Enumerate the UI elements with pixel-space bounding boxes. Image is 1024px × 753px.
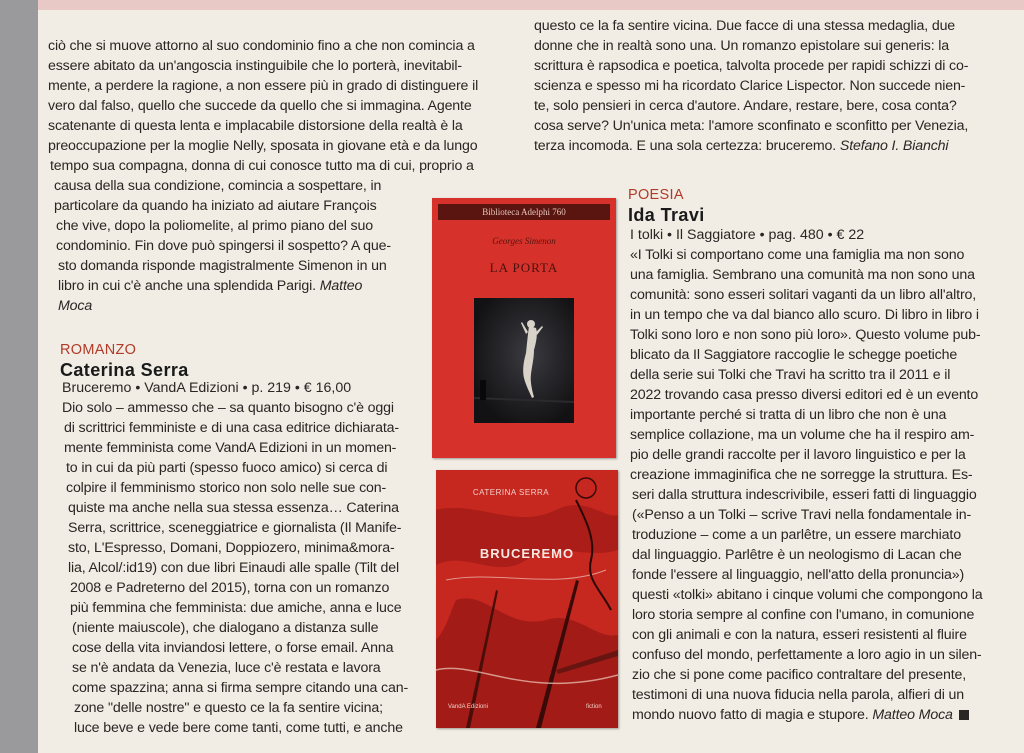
- book-cover-bruceremo: [436, 470, 618, 728]
- text-line: colpire il femminismo storico non solo nelle sue con-: [66, 480, 387, 496]
- text-line: lia, Alcol/:id19) con due libri Einaudi alle spalle (Tilt del: [68, 560, 400, 576]
- text-line: comunità: sono esseri solitari vaganti da un libro all'altro,: [630, 287, 977, 303]
- cover-collection: fiction: [586, 704, 602, 710]
- cover-publisher: VandA Edizioni: [448, 704, 488, 710]
- text-line: di scrittrici femministe e di una casa editrice dichiarata-: [64, 420, 399, 436]
- cover-series-label: Biblioteca Adelphi 760: [438, 204, 610, 220]
- text-line: pio delle grandi raccolte per il lavoro linguistico e per la: [630, 447, 966, 463]
- cover-author: Georges Simenon: [492, 236, 556, 246]
- book-meta: I tolki • Il Saggiatore • pag. 480 • € 22: [630, 227, 865, 243]
- text-line: che vive, dopo la poliomelite, al primo piano del suo: [56, 218, 373, 234]
- signature-last-name: Moca: [58, 298, 93, 314]
- text-line: Tolki sono loro e non sono più loro». Questo volume pub-: [630, 327, 981, 343]
- text-line-content: terza incomoda. E una sola certezza: bruceremo.: [534, 138, 837, 154]
- review-author-title: Ida Travi: [628, 205, 705, 225]
- text-line: testimoni di una nuova fiducia nella parola, alfieri di un: [632, 687, 965, 703]
- text-line: tempo sua compagna, donna di cui conosce tutto ma di cui, proprio a: [50, 158, 474, 174]
- signature-first-name: Matteo: [319, 278, 363, 294]
- text-line: zone "delle nostre" e questo ce la fa sentire vicina;: [74, 700, 383, 716]
- text-line: vero dal falso, quello che succede da quello che si immagina. Agente: [48, 98, 472, 114]
- text-line: scrittura è rapsodica e poetica, talvolta procede per rapidi schizzi di co-: [534, 58, 969, 74]
- section-label: POESIA: [628, 187, 684, 203]
- text-line: [534, 137, 948, 155]
- top-color-band: [38, 0, 1024, 10]
- text-line: zio che si pone come pacifico contraltare del presente,: [632, 667, 967, 683]
- text-line: (niente maiuscole), che dialogano a distanza sulle: [72, 620, 379, 636]
- text-line: fonde l'essere al linguaggio, nell'atto della pronuncia»): [632, 567, 965, 583]
- section-label: ROMANZO: [60, 342, 137, 358]
- review-author-title: Caterina Serra: [60, 360, 189, 380]
- text-line: te, solo pensieri in cerca d'autore. Andare, restare, bere, cosa conta?: [534, 98, 957, 114]
- text-line: Serra, scrittrice, sceneggiatrice e giornalista (Il Manife-: [68, 520, 402, 536]
- text-line: sto, L'Espresso, Domani, Doppiozero, minima&mora-: [68, 540, 395, 556]
- book-cover-la-porta: [432, 198, 616, 458]
- text-line: mente, a perdere la ragione, a non essere più in grado di distinguere il: [48, 78, 479, 94]
- text-line: questo ce la fa sentire vicina. Due facce di una stessa medaglia, due: [534, 18, 956, 34]
- text-line: («Penso a un Tolki – scrive Travi nella fondamentale in-: [632, 507, 972, 523]
- cover-photo: [474, 298, 574, 423]
- text-line: loro storia sempre al confine con l'umano, in comunione: [632, 607, 975, 623]
- text-line: importante perché si tratta di un libro che non è una: [630, 407, 947, 423]
- cover-title: LA PORTA: [489, 260, 559, 275]
- text-line: una famiglia. Sembrano una comunità ma non sono una: [630, 267, 975, 283]
- text-line: donne che in realtà sono una. Un romanzo epistolare sui generis: la: [534, 38, 950, 54]
- text-line: blicato da Il Saggiatore raccoglie le schegge poetiche: [630, 347, 958, 363]
- cover-title: BRUCEREMO: [479, 546, 575, 561]
- text-line: scienza e spesso mi ha ricordato Clarice Lispector. Non succede nien-: [534, 78, 966, 94]
- magazine-page: [38, 0, 1024, 753]
- text-line: mente femminista come VandA Edizioni in un momen-: [64, 440, 397, 456]
- book-meta: Bruceremo • VandA Edizioni • p. 219 • € 16,00: [62, 380, 352, 396]
- text-line: creazione immaginifica che ne sorregge la struttura. Es-: [630, 467, 973, 483]
- text-line: Dio solo – ammesso che – sa quanto bisogno c'è oggi: [62, 400, 394, 416]
- abstract-cover-art-icon: [436, 470, 618, 728]
- text-line: luce beve e vede bere come tanti, come tutti, e anche: [74, 720, 403, 736]
- text-line: scatenante di questa lenta e implacabile distorsione della realtà è la: [48, 118, 463, 134]
- dancer-figure-icon: [474, 298, 574, 423]
- text-line: particolare da quando ha iniziato ad aiutare François: [54, 198, 377, 214]
- text-line: 2022 trovando casa presso diversi editori ed è un evento: [630, 387, 979, 403]
- text-line: dal linguaggio. Parlêtre è un neologismo di Lacan che: [632, 547, 962, 563]
- text-line: [58, 277, 362, 295]
- cover-author: CATERINA SERRA: [472, 488, 550, 497]
- signature: Matteo Moca: [872, 707, 953, 723]
- text-line: causa della sua condizione, comincia a sospettare, in: [54, 178, 382, 194]
- text-line: cose della vita inviandosi lettere, o forse email. Anna: [72, 640, 394, 656]
- text-line: [632, 706, 969, 724]
- text-line: con gli animali e con la natura, esseri resistenti al fluire: [632, 627, 967, 643]
- text-line: preoccupazione per la moglie Nelly, sposata in giovane età e da lungo: [48, 138, 478, 154]
- text-line: come spazzina; anna si firma sempre citando una can-: [72, 680, 409, 696]
- text-line: se n'è andata da Venezia, luce c'è restata e lavora: [72, 660, 381, 676]
- text-line: cosa serve? Un'unica meta: l'amore sconfinato e sconfitto per Venezia,: [534, 118, 969, 134]
- end-of-article-mark: [959, 710, 969, 720]
- text-line: seri dalla struttura indescrivibile, esseri fatti di linguaggio: [632, 487, 977, 503]
- text-line: della serie sui Tolki che Travi ha scritto tra il 2011 e il: [630, 367, 951, 383]
- text-line: in un tempo che va dal bianco allo scuro. Di libro in libro i: [630, 307, 979, 323]
- text-line: condominio. Fin dove può spingersi il sospetto? A que-: [56, 238, 391, 254]
- text-line: troduzione – come a un parlêtre, un essere marchiato: [632, 527, 961, 543]
- text-line: «I Tolki si comportano come una famiglia ma non sono: [630, 247, 965, 263]
- text-line: semplice collazione, ma un volume che ha il respiro am-: [630, 427, 975, 443]
- signature: Stefano I. Bianchi: [839, 138, 949, 154]
- text-line: 2008 e Padreterno del 2015), torna con un romanzo: [70, 580, 390, 596]
- text-line: ciò che si muove attorno al suo condominio fino a che non comincia a: [48, 38, 475, 54]
- text-line-content: mondo nuovo fatto di magia e stupore.: [632, 707, 869, 723]
- text-line: confuso del mondo, perfettamente a loro agio in un silen-: [632, 647, 982, 663]
- text-line: quiste ma anche nella sua stessa essenza… Caterina: [68, 500, 399, 516]
- text-line: questi «tolki» abitano i cinque volumi che compongono la: [632, 587, 983, 603]
- text-line: più femmina che femminista: due amiche, anna e luce: [70, 600, 402, 616]
- text-line-content: libro in cui c'è anche una splendida Parigi.: [58, 278, 316, 294]
- text-line: essere abitato da un'angoscia instinguibile che lo porterà, inevitabil-: [48, 58, 463, 74]
- text-line: sto domanda risponde magistralmente Simenon in un: [58, 258, 387, 274]
- text-line: to in cui da più parti (spesso fuoco amico) si cerca di: [66, 460, 388, 476]
